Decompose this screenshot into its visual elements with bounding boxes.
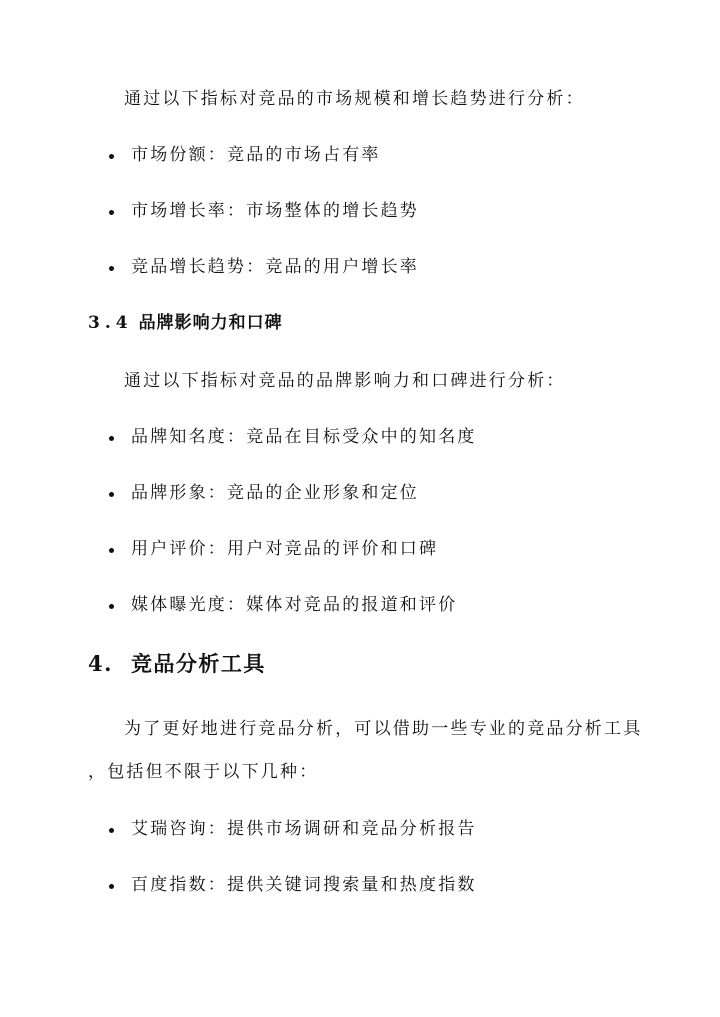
intro-paragraph: 通过以下指标对竞品的市场规模和增长趋势进行分析： <box>124 89 585 109</box>
chapter-paragraph-line-1: 为了更好地进行竞品分析，可以借助一些专业的竞品分析工具 <box>124 719 643 739</box>
chapter-number: 4. <box>88 651 113 676</box>
bullet-icon <box>109 154 114 159</box>
section-paragraph: 通过以下指标对竞品的品牌影响力和口碑进行分析： <box>124 371 566 391</box>
bullet-icon <box>109 436 114 441</box>
list-item-text: 百度指数：提供关键词搜索量和热度指数 <box>131 875 477 895</box>
bullet-icon <box>109 828 114 833</box>
chapter-heading <box>88 650 266 678</box>
chapter-title: 竞品分析工具 <box>130 651 266 676</box>
section-number: 3.4 <box>88 313 133 333</box>
list-item-text: 媒体曝光度：媒体对竞品的报道和评价 <box>131 595 458 615</box>
section-heading <box>88 311 283 335</box>
bullet-icon <box>109 492 114 497</box>
section-title: 品牌影响力和口碑 <box>138 313 283 333</box>
bullet-icon <box>109 548 114 553</box>
bullet-icon <box>109 884 114 889</box>
list-item-text: 市场增长率：市场整体的增长趋势 <box>131 201 419 221</box>
list-item-text: 品牌形象：竞品的企业形象和定位 <box>131 483 419 503</box>
list-item-text: 市场份额：竞品的市场占有率 <box>131 145 381 165</box>
chapter-paragraph-line-2: ，包括但不限于以下几种： <box>88 762 319 782</box>
list-item-text: 用户评价：用户对竞品的评价和口碑 <box>131 539 439 559</box>
bullet-icon <box>109 266 114 271</box>
list-item-text: 品牌知名度：竞品在目标受众中的知名度 <box>131 427 477 447</box>
list-item-text: 艾瑞咨询：提供市场调研和竞品分析报告 <box>131 819 477 839</box>
list-item-text: 竞品增长趋势：竞品的用户增长率 <box>131 257 419 277</box>
bullet-icon <box>109 210 114 215</box>
bullet-icon <box>109 604 114 609</box>
